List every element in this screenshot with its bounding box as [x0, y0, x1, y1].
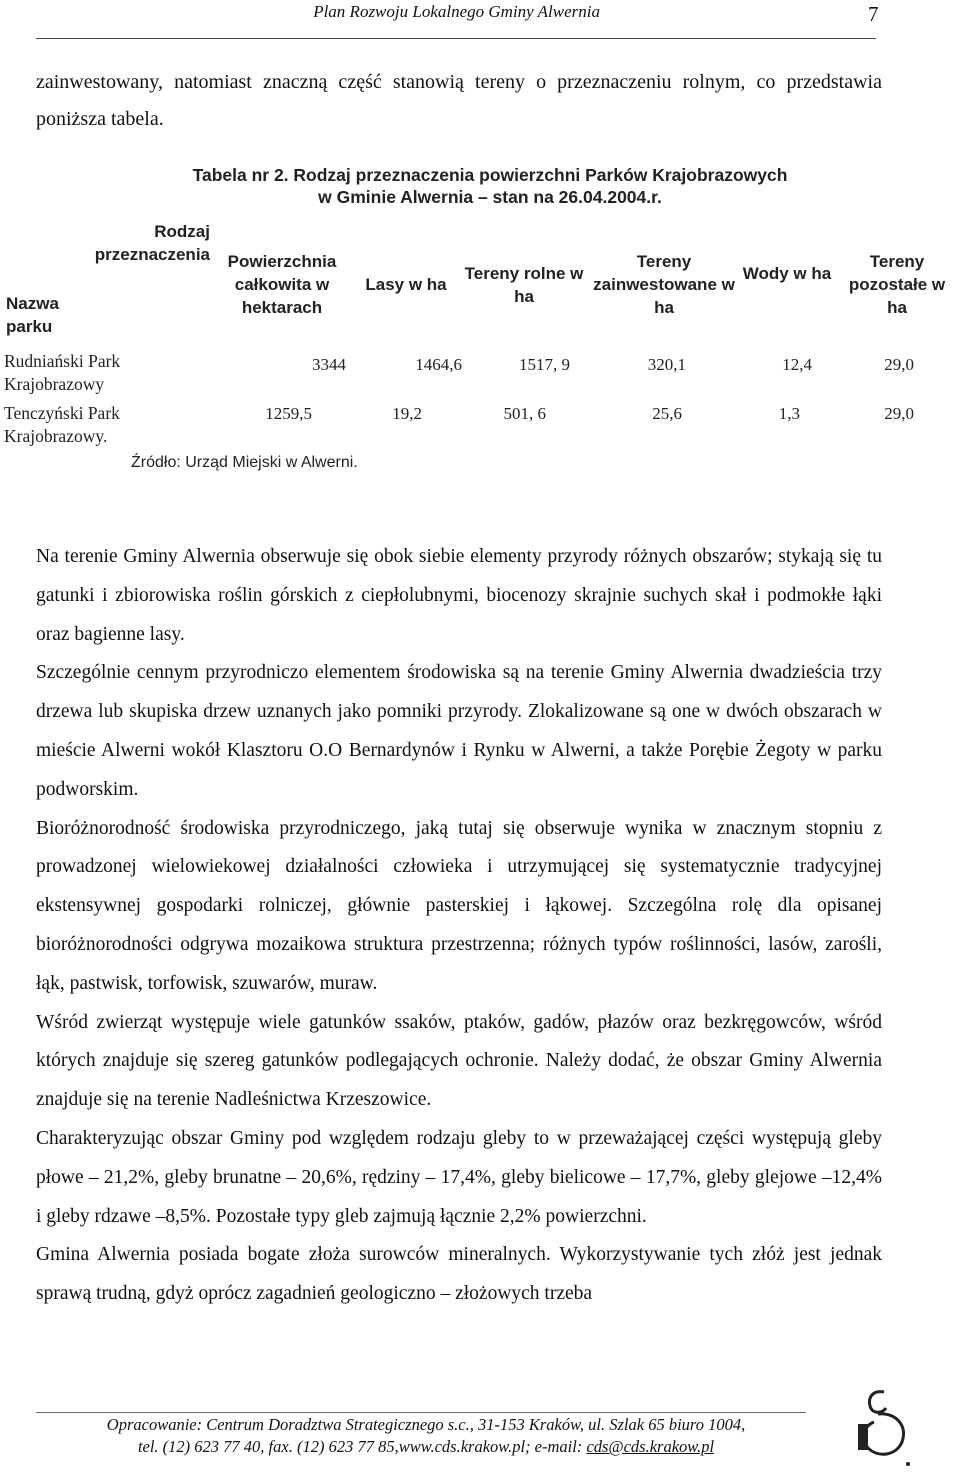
- cds-logo-icon: [838, 1384, 918, 1468]
- footer-divider: [36, 1412, 806, 1413]
- table-row-name: Tenczyński Park Krajobrazowy.: [4, 403, 120, 446]
- body-text: [36, 538, 882, 1314]
- header-corner-top: Rodzaj przeznaczenia: [94, 222, 210, 264]
- footer-contact: tel. (12) 623 77 40, fax. (12) 623 77 85,www.cds.krakow.pl; e-mail:: [137, 1437, 587, 1456]
- column-header-other: Tereny pozostałe w ha: [848, 252, 946, 317]
- table-cell: 29,0: [884, 355, 914, 374]
- column-header-waters: Wody w ha: [742, 264, 832, 283]
- table-cell: 25,6: [652, 404, 682, 423]
- paragraph: Na terenie Gminy Alwernia obserwuje się obok siebie elementy przyrody różnych obszarów; stykają się tu gatunki i zbiorowiska roślin górskich z ciepłolubnymi, biocenozy skrajnie suchych skał i podmokłe łąki oraz bagienne lasy.: [36, 546, 882, 645]
- header-corner-bottom: Nazwa parku: [6, 294, 59, 336]
- column-header-total-area: Powierzchnia całkowita w hektarach: [227, 252, 337, 317]
- footer-line-1: Opracowanie: Centrum Doradztwa Strategicznego s.c., 31-153 Kraków, ul. Szlak 65 biuro 1004,: [106, 1415, 746, 1434]
- table-cell: 1259,5: [265, 404, 312, 423]
- column-header-farmland: Tereny rolne w ha: [464, 264, 584, 306]
- table-caption: [120, 164, 860, 208]
- footer-line-2: [36, 1436, 816, 1458]
- table-cell: 1464,6: [415, 355, 462, 374]
- paragraph: Charakteryzując obszar Gminy pod względem rodzaju gleby to w przeważającej części występują gleby płowe – 21,2%, gleby brunatne – 20,6%, rędziny – 17,4%, gleby bielicowe – 17,7%, gleby glejowe –12,4% i gleby rdzawe –8,5%. Pozostałe typy gleb zajmują łącznie 2,2% powierzchni.: [36, 1127, 882, 1227]
- paragraph: Szczególnie cennym przyrodniczo elementem środowiska są na terenie Gminy Alwernia dwadzieścia trzy drzewa lub skupiska drzew uznanych jako pomniki przyrody. Zlokalizowane są one w dwóch obszarach w mieście Alwerni wokół Klasztoru O.O Bernardynów i Rynku w Alwerni, a także Porębie Żegoty w parku podworskim.: [36, 662, 882, 800]
- running-header-title: Plan Rozwoju Lokalnego Gminy Alwernia: [313, 2, 600, 21]
- header-divider: [36, 38, 876, 39]
- table-caption-line-2: w Gminie Alwernia – stan na 26.04.2004.r.: [318, 187, 662, 207]
- column-header-developed: Tereny zainwestowane w ha: [593, 252, 735, 317]
- table-cell: 320,1: [647, 355, 686, 374]
- table-cell: 3344: [312, 355, 346, 374]
- table-cell: 501, 6: [503, 404, 546, 423]
- footer-email-link[interactable]: cds@cds.krakow.pl: [586, 1437, 715, 1456]
- table-caption-line-1: Tabela nr 2. Rodzaj przeznaczenia powierzchni Parków Krajobrazowych: [192, 165, 788, 185]
- paragraph: Wśród zwierząt występuje wiele gatunków ssaków, ptaków, gadów, płazów oraz bezkręgowców, wśród których znajduje się szereg gatunków podlegających ochronie. Należy dodać, że obszar Gminy Alwernia znajduje się na terenie Nadleśnictwa Krzeszowice.: [36, 1011, 882, 1111]
- footer: [36, 1414, 816, 1458]
- column-header-forests: Lasy w ha: [365, 275, 447, 294]
- table-cell: 12,4: [782, 355, 812, 374]
- paragraph: Bioróżnorodność środowiska przyrodniczego, jaką tutaj się obserwuje wynika w znacznym stopniu z prowadzonej wielowiekowej działalności człowieka i utrzymującej się systematycznie tradycyjnej ekstensywnej gospodarki rolniczej, głównie pasterskiej i łąkowej. Szczególna rolę dla opisanej bioróżnorodności odgrywa mozaikowa struktura przestrzenna; różnych typów roślinności, lasów, zarośli, łąk, pastwisk, torfowisk, szuwarów, muraw.: [36, 817, 882, 994]
- table-row-name: Rudniański Park Krajobrazowy: [4, 351, 121, 394]
- page-number: 7: [868, 2, 879, 26]
- intro-paragraph: zainwestowany, natomiast znaczną część stanowią tereny o przeznaczeniu rolnym, co przedstawia poniższa tabela.: [36, 71, 882, 130]
- paragraph: Gmina Alwernia posiada bogate złoża surowców mineralnych. Wykorzystywanie tych złóż jest jednak sprawą trudną, gdyż oprócz zagadnień geologiczno – złożowych trzeba: [36, 1244, 882, 1305]
- table-cell: 19,2: [392, 404, 422, 423]
- table-cell: 29,0: [884, 404, 914, 423]
- table-cell: 1517, 9: [519, 355, 570, 374]
- table-cell: 1,3: [778, 404, 800, 423]
- table-source: Źródło: Urząd Miejski w Alwerni.: [131, 454, 358, 471]
